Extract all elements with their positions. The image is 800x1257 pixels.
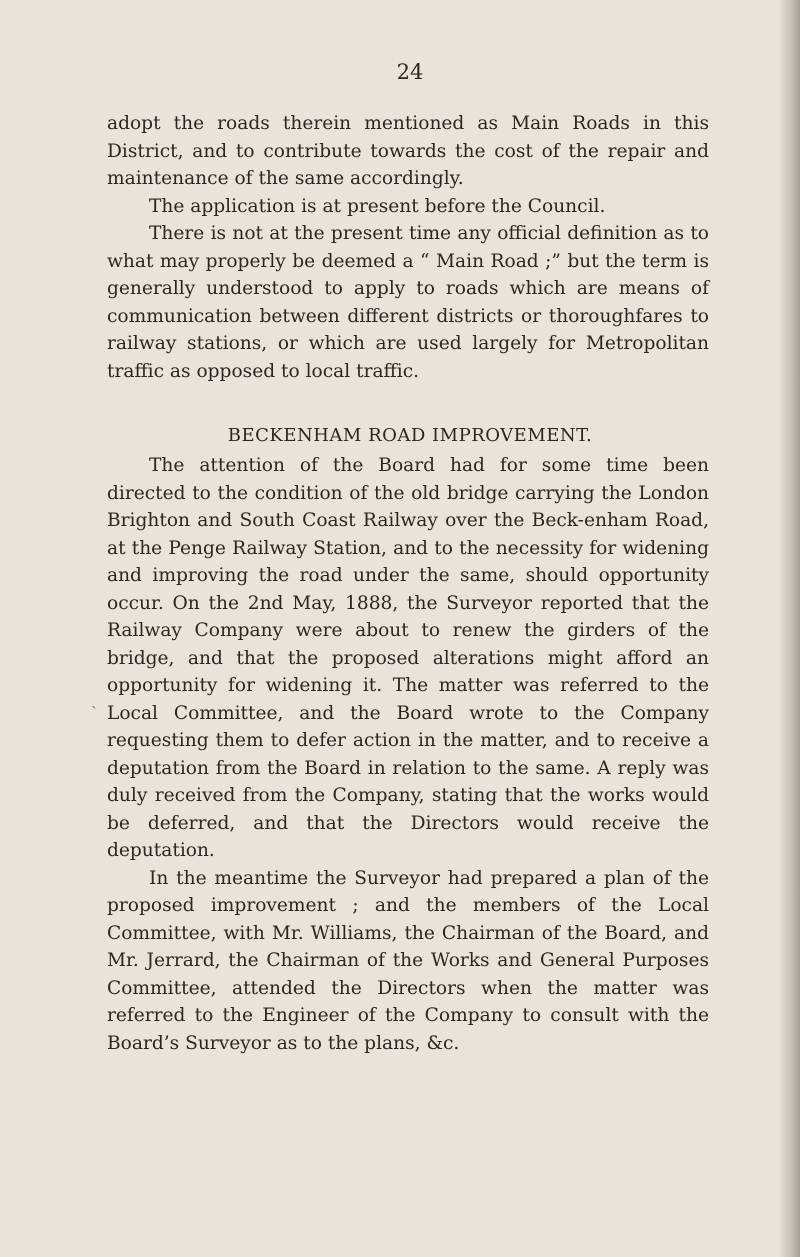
- paragraph-meantime-plan: In the meantime the Surveyor had prepared a plan of the proposed improvement ; and the members of the Local Committee, with Mr. Williams, the Chairman of the Board, and Mr. Jerrard, the Chairman of the Works and General Purposes Committee, attended the Directors when the matter was referred to the Engineer of the Company to consult with the Board’s Surveyor as to the plans, &c.: [107, 867, 709, 1054]
- section-heading: BECKENHAM ROAD IMPROVEMENT.: [227, 425, 593, 446]
- paragraph-bridge-attention: The attention of the Board had for some time been directed to the condition of the old bridge carrying the London Brighton and South Coast Railway over the Beck-enham Road, at the Penge Railway Station, and to the necessity for widening and improving the road under the same, should opportunity occur. On the 2nd May, 1888, the Surveyor reported that the Railway Company were about to renew the girders of the bridge, and that the proposed alterations might afford an opportunity for widening it. The matter was referred to the Local Committee, and the Board wrote to the Company requesting them to defer action in the matter, and to receive a deputation from the Board in relation to the same. A reply was duly received from the Company, stating that the works would be deferred, and that the Directors would receive the deputation.: [107, 455, 709, 861]
- margin-mark: `: [91, 705, 98, 721]
- paragraph-main-road-definition: There is not at the present time any official definition as to what may properly be deemed a “ Main Road ;” but the term is generally understood to apply to roads which are means of communication between different districts or thoroughfares to railway stations, or which are used largely for Metropolitan traffic as opposed to local traffic.: [107, 223, 709, 382]
- paragraph-application: The application is at present before the Council.: [149, 195, 606, 217]
- intro-text-block: [107, 110, 709, 385]
- section-text-block: [107, 452, 709, 1057]
- page-number: 24: [396, 60, 424, 84]
- page-edge-shadow: [778, 0, 800, 1257]
- paragraph-continuation: adopt the roads therein mentioned as Main Roads in this District, and to contribute towards the cost of the repair and maintenance of the same accordingly.: [107, 113, 709, 189]
